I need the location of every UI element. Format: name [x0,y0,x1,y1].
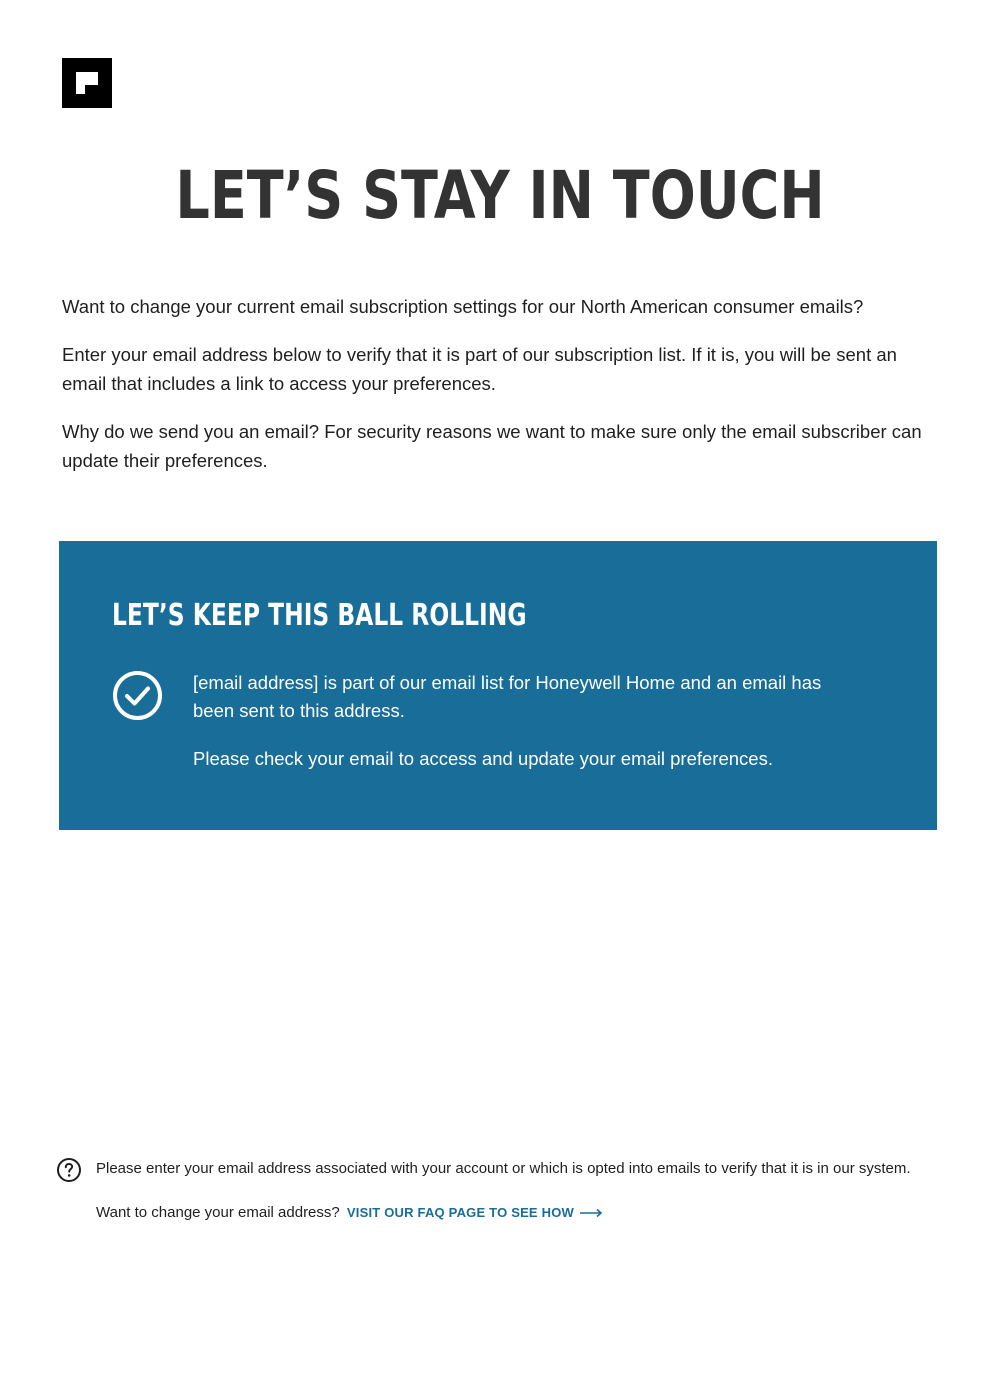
brand-logo[interactable] [62,58,112,108]
intro-text [62,292,942,494]
brand-logo-icon [76,72,98,94]
intro-paragraph: Enter your email address below to verify that it is part of our subscription list. If it is, you will be sent an email that includes a link to access your preferences. [62,344,897,394]
confirmation-heading: LET’S KEEP THIS BALL ROLLING [112,598,527,633]
page-title: LET’S STAY IN TOUCH [175,157,825,234]
question-circle-icon [56,1157,82,1183]
arrow-right-icon [580,1208,604,1218]
faq-prompt: Want to change your email address? [96,1204,340,1221]
intro-paragraph: Why do we send you an email? For security reasons we want to make sure only the email subscriber can update their preferences. [62,421,922,471]
help-text: Please enter your email address associated with your account or which is opted into emails to verify that it is in our system. [96,1160,911,1177]
confirmation-text [193,669,853,793]
help-section [96,1159,926,1222]
confirmation-panel [59,541,937,830]
confirmation-instruction: Please check your email to access and update your email preferences. [193,748,773,769]
faq-link[interactable] [347,1205,604,1220]
faq-link-label: VISIT OUR FAQ PAGE TO SEE HOW [346,1205,574,1220]
intro-paragraph: Want to change your current email subscription settings for our North American consumer emails? [62,296,864,317]
faq-line [96,1203,926,1222]
confirmation-message: [email address] is part of our email list for Honeywell Home and an email has been sent to this address. [193,672,822,721]
check-circle-icon [112,670,163,721]
